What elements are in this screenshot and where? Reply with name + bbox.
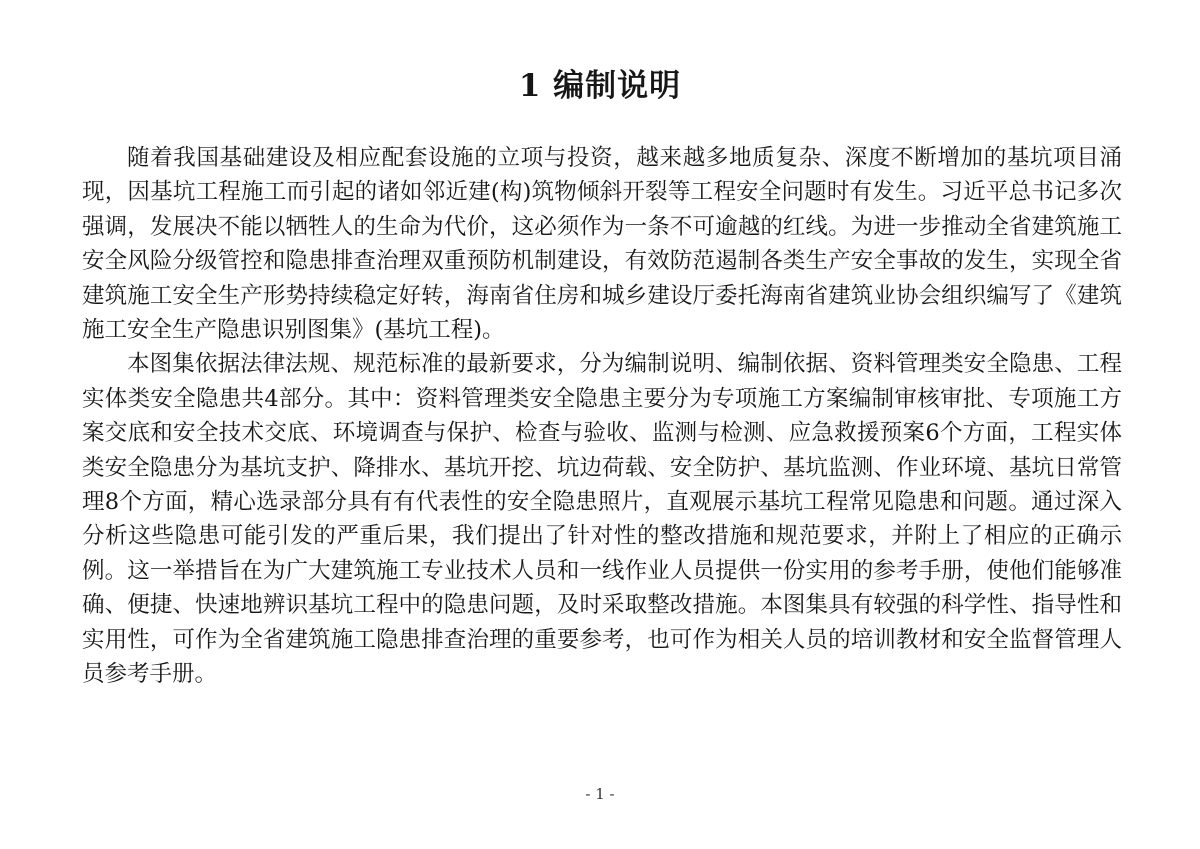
page-title: 1 编制说明: [518, 68, 682, 104]
paragraph-2: 本图集依据法律法规、规范标准的最新要求，分为编制说明、编制依据、资料管理类安全隐患、工程实体类安全隐患共4部分。其中：资料管理类安全隐患主要分为专项施工方案编制审核审批、专项施工方案交底和安全技术交底、环境调查与保护、检查与验收、监测与检测、应急救援预案6个方面，工程实体类安全隐患分为基坑支护、降排水、基坑开挖、坑边荷载、安全防护、基坑监测、作业环境、基坑日常管理8个方面，精心选录部分具有有代表性的安全隐患照片，直观展示基坑工程常见隐患和问题。通过深入分析这些隐患可能引发的严重后果，我们提出了针对性的整改措施和规范要求，并附上了相应的正确示例。这一举措旨在为广大建筑施工专业技术人员和一线作业人员提供一份实用的参考手册，使他们能够准确、便捷、快速地辨识基坑工程中的隐患问题，及时采取整改措施。本图集具有较强的科学性、指导性和实用性，可作为全省建筑施工隐患排查治理的重要参考，也可作为相关人员的培训教材和安全监督管理人员参考手册。: [82, 351, 1122, 688]
document-body: [82, 141, 1122, 692]
paragraph-1: 随着我国基础建设及相应配套设施的立项与投资，越来越多地质复杂、深度不断增加的基坑项目涌现，因基坑工程施工而引起的诸如邻近建(构)筑物倾斜开裂等工程安全问题时有发生。习近平总书记多次强调，发展决不能以牺牲人的生命为代价，这必须作为一条不可逾越的红线。为进一步推动全省建筑施工安全风险分级管控和隐患排查治理双重预防机制建设，有效防范遏制各类生产安全事故的发生，实现全省建筑施工安全生产形势持续稳定好转，海南省住房和城乡建设厅委托海南省建筑业协会组织编写了《建筑施工安全生产隐患识别图集》(基坑工程)。: [82, 145, 1122, 344]
page-number: - 1 -: [585, 785, 615, 803]
